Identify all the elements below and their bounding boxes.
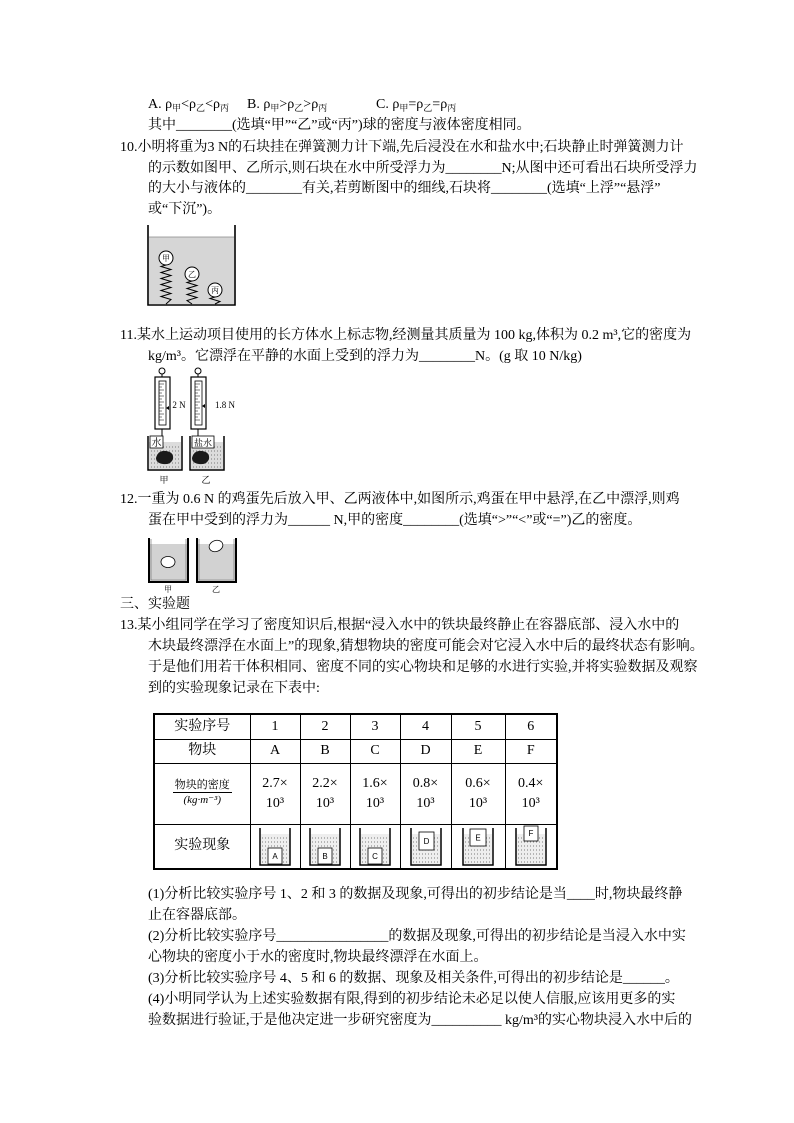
beaker-left bbox=[148, 436, 182, 470]
egg bbox=[161, 557, 175, 568]
q13-part-1a: (1)分析比较实验序号 1、2 和 3 的数据及现象,可得出的初步结论是当____时,物块最终静 bbox=[148, 887, 683, 902]
rho-symbol: ρ bbox=[287, 97, 295, 112]
ball-label: 丙 bbox=[211, 286, 219, 295]
section-title: 三、实验题 bbox=[120, 597, 190, 612]
phenomenon-diagram bbox=[303, 825, 347, 867]
row-header: 实验序号 bbox=[154, 714, 250, 739]
rho-symbol: ρ bbox=[212, 97, 220, 112]
table-cell: E bbox=[451, 739, 505, 763]
subscript: 丙 bbox=[447, 103, 457, 113]
density-value: 0.4× bbox=[518, 775, 544, 791]
scale-ring bbox=[195, 368, 201, 374]
q10-line-4: 或“下沉”)。 bbox=[148, 202, 222, 217]
scale-strip bbox=[195, 381, 202, 425]
density-value: 0.8× bbox=[412, 775, 439, 791]
block-label: F bbox=[528, 829, 534, 839]
table-cell bbox=[451, 763, 505, 824]
ball-label: 甲 bbox=[162, 254, 170, 263]
option-c bbox=[376, 95, 456, 115]
caption-jia: 甲 bbox=[164, 585, 172, 594]
table-cell bbox=[300, 763, 350, 824]
scale-strip bbox=[159, 381, 166, 425]
operator: = bbox=[432, 97, 441, 112]
caption-yi: 乙 bbox=[212, 585, 220, 594]
table-cell: 6 bbox=[505, 714, 557, 739]
phenomenon-cell bbox=[250, 824, 300, 869]
q13-part-4a: (4)小明同学认为上述实验数据有限,得到的初步结论未必足以使人信服,应该用更多的实 bbox=[148, 992, 676, 1007]
scale-ring bbox=[159, 368, 165, 374]
subscript: 甲 bbox=[172, 103, 182, 113]
rho-symbol: ρ bbox=[392, 97, 400, 112]
table-row-trial bbox=[154, 714, 557, 739]
table-cell bbox=[350, 763, 400, 824]
q11-line-1: 11.某水上运动项目使用的长方体水上标志物,经测量其质量为 100 kg,体积为 0.2 m³,它的密度为 bbox=[120, 328, 692, 343]
rho-symbol: ρ bbox=[189, 97, 197, 112]
density-power: 10³ bbox=[315, 795, 335, 811]
subscript: 丙 bbox=[318, 103, 328, 113]
q10-line-2: 的示数如图甲、乙所示,则石块在水中所受浮力为________N;从图中还可看出石块所受浮力 bbox=[148, 161, 698, 176]
beaker-yi bbox=[197, 538, 236, 582]
row-header: 实验现象 bbox=[154, 824, 250, 869]
subscript: 乙 bbox=[423, 103, 433, 113]
rho-symbol: ρ bbox=[263, 97, 271, 112]
spring-scale-figure bbox=[146, 366, 246, 488]
density-power: 10³ bbox=[265, 795, 285, 811]
egg-beaker-figure bbox=[146, 532, 240, 594]
q13-intro-2: 木块最终漂浮在水面上”的现象,猜想物块的密度可能会对它浸入水中后的最终状态有影响。 bbox=[148, 639, 704, 654]
table-cell bbox=[505, 763, 557, 824]
option-label: A. bbox=[148, 97, 162, 112]
density-value: 2.2× bbox=[312, 775, 338, 791]
q13-part-4b: 验数据进行验证,于是他决定进一步研究密度为__________ kg/m³的实心物块浸入水中后的 bbox=[148, 1013, 692, 1028]
row-header: 物块 bbox=[154, 739, 250, 763]
density-unit: (kg·m⁻³) bbox=[183, 793, 221, 806]
table-cell: B bbox=[300, 739, 350, 763]
operator: > bbox=[303, 97, 312, 112]
table-row-block bbox=[154, 739, 557, 763]
density-value: 0.6× bbox=[465, 775, 491, 791]
experiment-table bbox=[153, 713, 558, 870]
subscript: 乙 bbox=[196, 103, 206, 113]
phenomenon-diagram bbox=[509, 825, 553, 867]
table-row-phenomenon bbox=[154, 824, 557, 869]
table-cell: F bbox=[505, 739, 557, 763]
table-cell bbox=[250, 763, 300, 824]
q10-line-3: 的大小与液体的________有关,若剪断图中的细线,石块将________(选填“上浮”“悬浮” bbox=[148, 181, 661, 196]
operator: < bbox=[205, 97, 213, 112]
row-header bbox=[154, 763, 250, 824]
operator: = bbox=[408, 97, 417, 112]
q13-intro-4: 到的实验现象记录在下表中: bbox=[148, 681, 320, 696]
table-cell bbox=[400, 763, 451, 824]
caption-jia: 甲 bbox=[159, 475, 169, 485]
phenomenon-diagram bbox=[456, 825, 500, 867]
option-b bbox=[247, 95, 327, 115]
rho-symbol: ρ bbox=[416, 97, 424, 112]
density-power: 10³ bbox=[468, 795, 488, 811]
density-value: 2.7× bbox=[262, 775, 288, 791]
springs-balls-figure bbox=[146, 222, 240, 310]
ball-label: 乙 bbox=[188, 270, 196, 279]
caption-yi: 乙 bbox=[201, 475, 211, 485]
table-cell: D bbox=[400, 739, 451, 763]
phenomenon-cell bbox=[350, 824, 400, 869]
option-label: C. bbox=[376, 97, 389, 112]
q13-part-3: (3)分析比较实验序号 4、5 和 6 的数据、现象及相关条件,可得出的初步结论是______。 bbox=[148, 971, 679, 986]
table-cell: 4 bbox=[400, 714, 451, 739]
phenomenon-diagram bbox=[353, 825, 397, 867]
block-label: A bbox=[272, 852, 278, 862]
density-header bbox=[173, 778, 232, 807]
subscript: 甲 bbox=[270, 103, 280, 113]
operator: < bbox=[181, 97, 190, 112]
density-label: 物块的密度 bbox=[174, 778, 230, 791]
q13-part-1b: 止在容器底部。 bbox=[148, 908, 246, 923]
table-row-density bbox=[154, 763, 557, 824]
q12-line-1: 12.一重为 0.6 N 的鸡蛋先后放入甲、乙两液体中,如图所示,鸡蛋在甲中悬浮,在乙中漂浮,则鸡 bbox=[120, 492, 680, 507]
phenomenon-diagram bbox=[404, 825, 448, 867]
block-label: E bbox=[475, 833, 481, 843]
block-label: B bbox=[322, 852, 328, 862]
phenomenon-cell bbox=[400, 824, 451, 869]
rho-symbol: ρ bbox=[311, 97, 319, 112]
option-label: B. bbox=[247, 97, 260, 112]
q13-intro-1: 13.某小组同学在学习了密度知识后,根据“浸入水中的铁块最终静止在容器底部、浸入水中的 bbox=[120, 618, 680, 633]
phenomenon-cell bbox=[505, 824, 557, 869]
subscript: 甲 bbox=[399, 103, 409, 113]
subscript: 乙 bbox=[294, 103, 304, 113]
density-power: 10³ bbox=[416, 795, 435, 811]
block-label: D bbox=[423, 837, 429, 847]
phenomenon-diagram bbox=[253, 825, 297, 867]
phenomenon-cell bbox=[451, 824, 505, 869]
liquid-label: 盐水 bbox=[193, 438, 213, 448]
phenomenon-cell bbox=[300, 824, 350, 869]
block-label: C bbox=[372, 852, 378, 862]
density-power: 10³ bbox=[521, 795, 540, 811]
q9-prompt: 其中________(选填“甲”“乙”或“丙”)球的密度与液体密度相同。 bbox=[148, 118, 531, 133]
rho-symbol: ρ bbox=[165, 97, 173, 112]
table-cell: 2 bbox=[300, 714, 350, 739]
scale-reading: 1.8 N bbox=[215, 400, 235, 410]
table-cell: A bbox=[250, 739, 300, 763]
q13-part-2b: 心物块的密度小于水的密度时,物块最终漂浮在水面上。 bbox=[148, 950, 488, 965]
option-a bbox=[148, 95, 229, 115]
rho-symbol: ρ bbox=[440, 97, 448, 112]
beaker-right bbox=[190, 436, 224, 470]
subscript: 丙 bbox=[219, 103, 229, 113]
density-power: 10³ bbox=[365, 795, 385, 811]
q13-part-2a: (2)分析比较实验序号________________的数据及现象,可得出的初步结论是当浸入水中实 bbox=[148, 929, 686, 944]
table-cell: 5 bbox=[451, 714, 505, 739]
q11-line-2: kg/m³。它漂浮在平静的水面上受到的浮力为________N。(g 取 10 N/kg) bbox=[148, 349, 582, 364]
q10-line-1: 10.小明将重为3 N的石块挂在弹簧测力计下端,先后浸没在水和盐水中;石块静止时弹簧测力计 bbox=[120, 140, 684, 155]
scale-reading: 2 N bbox=[172, 400, 186, 410]
table-cell: 3 bbox=[350, 714, 400, 739]
beaker-jia bbox=[149, 538, 188, 582]
q12-line-2: 蛋在甲中受到的浮力为______ N,甲的密度________(选填“>”“<”或“=”)乙的密度。 bbox=[148, 513, 642, 528]
table-cell: 1 bbox=[250, 714, 300, 739]
operator: > bbox=[279, 97, 288, 112]
q13-intro-3: 于是他们用若干体积相同、密度不同的实心物块和足够的水进行实验,并将实验数据及观察 bbox=[148, 660, 698, 675]
liquid-label: 水 bbox=[151, 438, 162, 449]
table-cell: C bbox=[350, 739, 400, 763]
density-value: 1.6× bbox=[362, 775, 388, 791]
